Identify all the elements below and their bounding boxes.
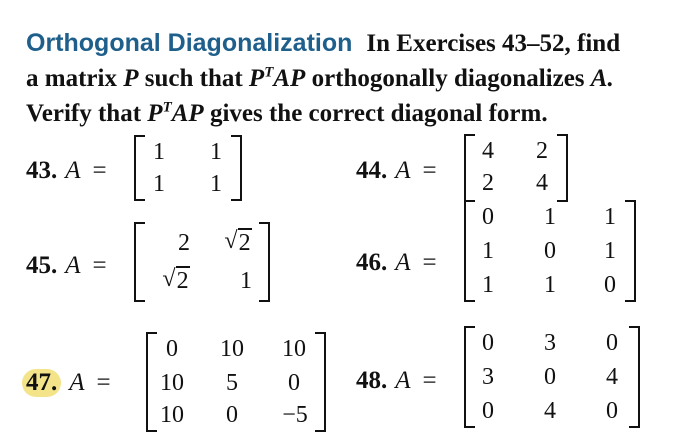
matrix-variable: A — [395, 367, 411, 394]
instr-text: Verify that — [26, 100, 142, 127]
matrix-cell: −5 — [282, 402, 308, 428]
instr-text: gives the correct diagonal form. — [209, 100, 548, 127]
matrix-cell: 3 — [544, 330, 556, 356]
matrix-variable: A — [65, 252, 81, 279]
matrix-cell: 10 — [220, 336, 244, 362]
exercise-number: 44. — [356, 157, 388, 184]
matrix-cell: 10 — [160, 402, 184, 428]
matrix-cell: 1 — [544, 204, 556, 230]
matrix-cell: 1 — [210, 139, 222, 165]
transpose-superscript: T — [264, 64, 274, 81]
sqrt-expression — [224, 226, 251, 256]
matrix-variable: A — [65, 157, 81, 184]
equals-sign: = — [92, 157, 107, 184]
matrix-cell: 0 — [482, 398, 494, 424]
exercise-43 — [26, 154, 119, 188]
exercise-number: 48. — [356, 367, 388, 394]
matrix-cell: 1 — [482, 272, 494, 298]
matrix-48 — [464, 326, 640, 428]
matrix-cell: 0 — [166, 336, 178, 362]
exercise-46 — [356, 246, 449, 280]
matrix-46 — [464, 200, 636, 302]
matrix-cell: 5 — [226, 370, 238, 396]
sqrt-symbol: √ — [162, 266, 176, 292]
exercise-44 — [356, 154, 449, 188]
var-ap: AP — [273, 65, 306, 92]
equals-sign: = — [96, 369, 111, 396]
instr-text: orthogonally diagonalizes — [311, 65, 585, 92]
instructions — [26, 26, 686, 131]
equals-sign: = — [422, 367, 437, 394]
matrix-cell-sqrt — [218, 226, 258, 256]
instructions-line-3 — [26, 96, 686, 131]
matrix-47 — [146, 332, 326, 432]
var-a: A. — [590, 65, 614, 92]
exercise-47 — [26, 366, 123, 400]
instr-text: a matrix — [26, 65, 117, 92]
matrix-cell: 0 — [226, 402, 238, 428]
var-p: P — [248, 65, 265, 92]
sqrt-expression — [162, 264, 189, 294]
equals-sign: = — [92, 252, 107, 279]
matrix-cell: 2 — [178, 230, 190, 256]
matrix-cell: 10 — [282, 336, 306, 362]
matrix-cell: 1 — [240, 268, 252, 294]
exercise-number: 46. — [356, 249, 388, 276]
matrix-cell: 4 — [606, 364, 618, 390]
sqrt-symbol: √ — [224, 228, 238, 254]
matrix-variable: A — [69, 369, 85, 396]
section-title: Orthogonal Diagonalization — [26, 29, 353, 57]
matrix-cell-sqrt — [156, 264, 196, 294]
matrix-cell: 1 — [482, 238, 494, 264]
matrix-cell: 4 — [536, 170, 548, 196]
matrix-cell: 10 — [160, 370, 184, 396]
matrix-cell: 1 — [210, 171, 222, 197]
var-ap: AP — [171, 100, 204, 127]
matrix-cell: 0 — [606, 330, 618, 356]
instr-text: such that — [144, 65, 243, 92]
matrix-cell: 1 — [604, 204, 616, 230]
exercise-number: 43. — [26, 157, 58, 184]
sqrt-radicand: 2 — [176, 268, 189, 294]
matrix-cell: 2 — [482, 170, 494, 196]
matrix-cell: 0 — [544, 238, 556, 264]
transpose-superscript: T — [162, 99, 172, 116]
matrix-cell: 1 — [153, 171, 165, 197]
equals-sign: = — [422, 157, 437, 184]
equals-sign: = — [422, 249, 437, 276]
matrix-cell: 0 — [544, 364, 556, 390]
matrix-cell: 3 — [482, 364, 494, 390]
matrix-cell: 1 — [604, 238, 616, 264]
instructions-line-1 — [26, 26, 686, 61]
instructions-line-2 — [26, 61, 686, 96]
matrix-cell: 2 — [536, 138, 548, 164]
exercise-number-highlighted: 47. — [22, 369, 61, 397]
matrix-variable: A — [395, 249, 411, 276]
exercise-number: 45. — [26, 252, 58, 279]
var-p: P — [123, 65, 139, 92]
matrix-cell: 1 — [544, 272, 556, 298]
matrix-44 — [464, 134, 568, 202]
left-bracket — [134, 222, 145, 302]
var-p: P — [147, 100, 163, 127]
matrix-cell: 1 — [153, 139, 165, 165]
sqrt-radicand: 2 — [238, 230, 251, 256]
exercise-48 — [356, 364, 449, 398]
exercise-45 — [26, 249, 119, 283]
matrix-43 — [134, 135, 242, 201]
matrix-cell: 0 — [288, 370, 300, 396]
matrix-cell: 4 — [482, 138, 494, 164]
matrix-cell: 0 — [482, 204, 494, 230]
matrix-45 — [134, 222, 270, 302]
matrix-cell: 0 — [606, 398, 618, 424]
instructions-text: In Exercises 43–52, find — [366, 30, 621, 57]
matrix-cell: 0 — [604, 272, 616, 298]
matrix-cell: 4 — [544, 398, 556, 424]
matrix-cell: 0 — [482, 330, 494, 356]
matrix-variable: A — [395, 157, 411, 184]
